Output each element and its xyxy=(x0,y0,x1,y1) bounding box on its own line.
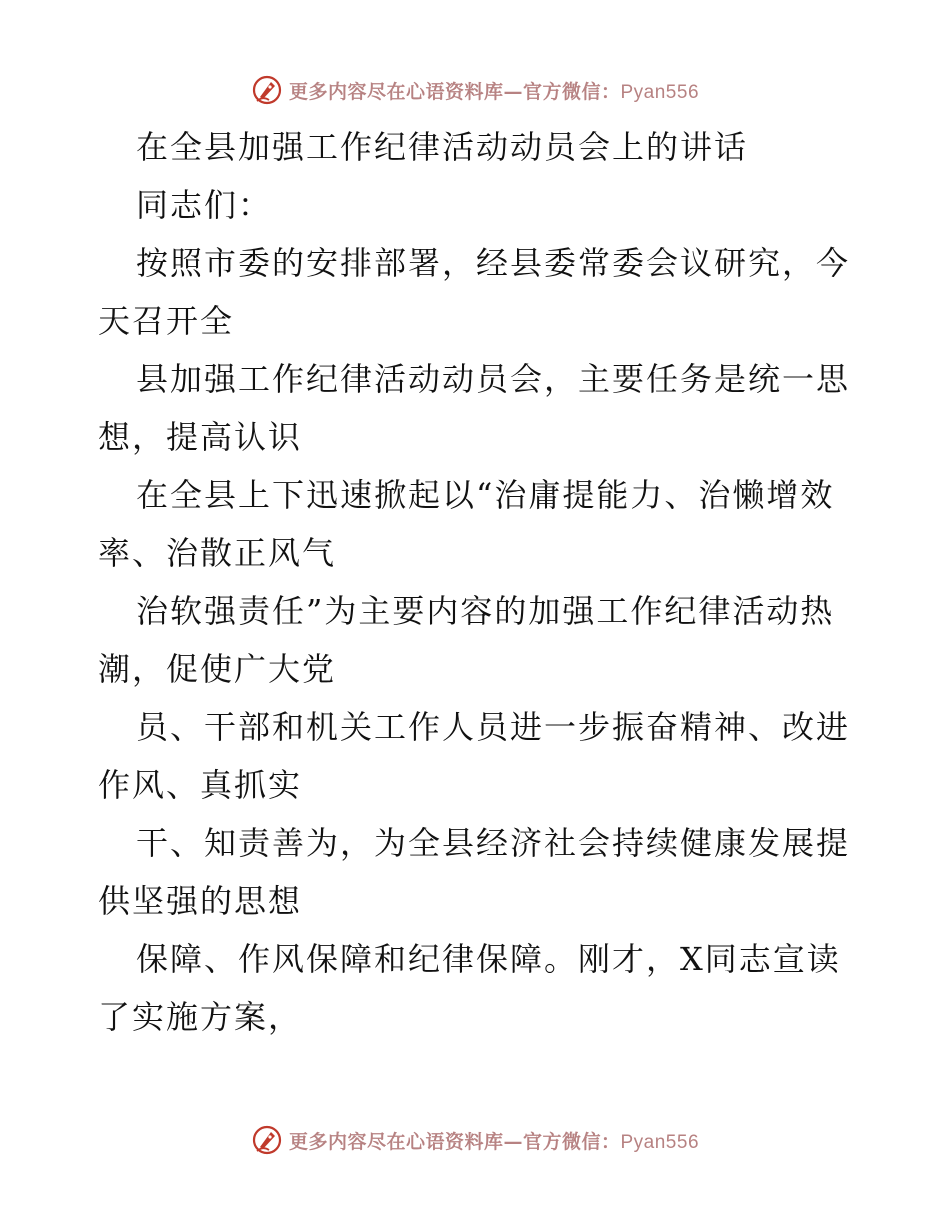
text-line: 员、干部和机关工作人员进一步振奋精神、改进 xyxy=(136,708,851,746)
watermark-text: 更多内容尽在心语资料库—官方微信：Pyan556 xyxy=(288,1130,700,1153)
text-line: 率、治散正风气 xyxy=(98,534,337,572)
text-line: 潮，促使广大党 xyxy=(98,650,337,688)
text-line: 按照市委的安排部署，经县委常委会议研究，今 xyxy=(136,244,851,282)
text-line: 想，提高认识 xyxy=(98,418,303,456)
footer-watermark-banner xyxy=(0,1120,950,1160)
header-watermark-banner xyxy=(0,70,950,110)
document-title: 在全县加强工作纪律活动动员会上的讲话 xyxy=(136,128,749,166)
text-line: 供坚强的思想 xyxy=(98,882,303,920)
text-line: 保障、作风保障和纪律保障。刚才，X同志宣读 xyxy=(136,940,841,978)
text-line: 干、知责善为，为全县经济社会持续健康发展提 xyxy=(136,824,851,862)
pen-nib-icon xyxy=(251,74,283,106)
text-line: 在全县上下迅速掀起以“治庸提能力、治懒增效 xyxy=(136,476,835,514)
document-body xyxy=(98,118,858,1046)
text-line: 同志们： xyxy=(136,186,273,224)
watermark-text: 更多内容尽在心语资料库—官方微信：Pyan556 xyxy=(288,80,700,103)
text-line: 天召开全 xyxy=(98,302,235,340)
text-line: 县加强工作纪律活动动员会，主要任务是统一思 xyxy=(136,360,851,398)
text-line: 治软强责任”为主要内容的加强工作纪律活动热 xyxy=(136,592,835,630)
text-line: 作风、真抓实 xyxy=(98,766,303,804)
wechat-id: Pyan556 xyxy=(620,1131,700,1153)
text-line: 了实施方案， xyxy=(98,998,303,1036)
pen-nib-icon xyxy=(251,1124,283,1156)
wechat-id: Pyan556 xyxy=(620,81,700,103)
